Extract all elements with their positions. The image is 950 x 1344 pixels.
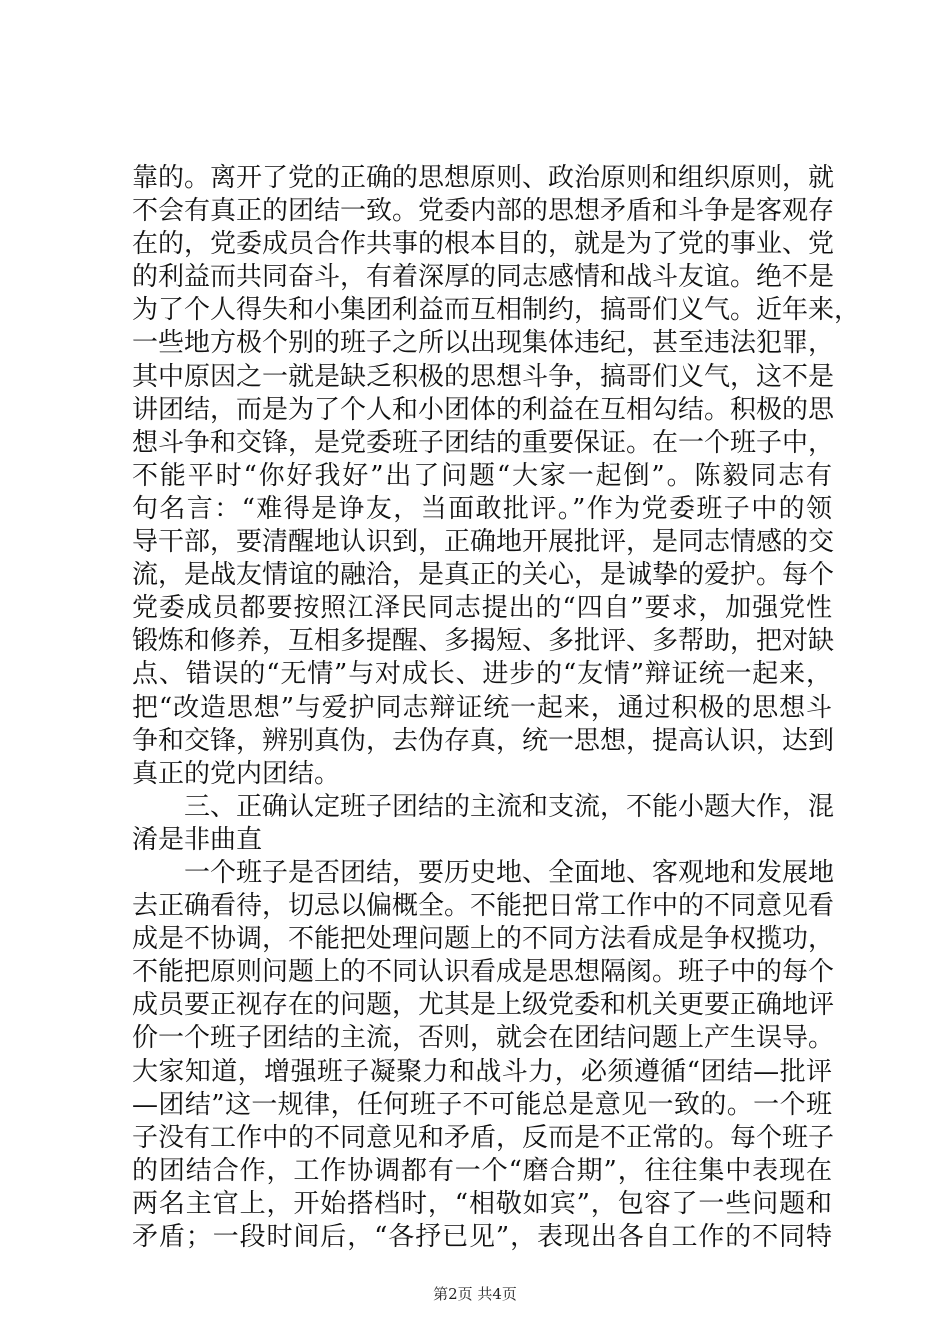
text-line: 价一个班子团结的主流，否则，就会在团结问题上产生误导。 — [132, 1023, 835, 1054]
section-heading-end: 淆是非曲直 — [132, 824, 263, 855]
body-text — [132, 162, 861, 1254]
page-number-footer: 第2页 共4页 — [433, 1285, 517, 1303]
text-line: 的团结合作，工作协调都有一个“磨合期”，往往集中表现在 — [132, 1155, 832, 1186]
text-line: 在的，党委成员合作共事的根本目的，就是为了党的事业、党 — [132, 229, 835, 260]
text-line: 的利益而共同奋斗，有着深厚的同志感情和战斗友谊。绝不是 — [132, 262, 835, 293]
text-line: 点、错误的“无情”与对成长、进步的“友情”辩证统一起来， — [132, 659, 832, 690]
text-line: 党委成员都要按照江泽民同志提出的“四自”要求，加强党性 — [132, 593, 832, 624]
text-line: 不能平时“你好我好”出了问题“大家一起倒”。陈毅同志有 — [132, 460, 832, 491]
paragraph-last-line: 真正的党内团结。 — [132, 758, 341, 789]
text-line: 两名主官上，开始搭档时，“相敬如宾”，包容了一些问题和 — [132, 1188, 832, 1219]
text-line: —团结”这一规律，任何班子不可能总是意见一致的。一个班 — [132, 1089, 832, 1120]
text-line: 锻炼和修养，互相多提醒、多揭短、多批评、多帮助，把对缺 — [132, 626, 835, 657]
text-line: 大家知道，增强班子凝聚力和战斗力，必须遵循“团结—批评 — [132, 1056, 832, 1087]
text-line: 争和交锋，辨别真伪，去伪存真，统一思想，提高认识，达到 — [132, 725, 835, 756]
text-line: 去正确看待，切忌以偏概全。不能把日常工作中的不同意见看 — [132, 891, 835, 922]
text-line: 不能把原则问题上的不同认识看成是思想隔阂。班子中的每个 — [132, 957, 835, 988]
text-line: 想斗争和交锋，是党委班子团结的重要保证。在一个班子中， — [132, 427, 835, 458]
text-line: 矛盾；一段时间后，“各抒已见”，表现出各自工作的不同特 — [132, 1222, 832, 1252]
text-line: 讲团结，而是为了个人和小团体的利益在互相勾结。积极的思 — [132, 394, 835, 425]
text-line: 其中原因之一就是缺乏积极的思想斗争，搞哥们义气，这不是 — [132, 361, 835, 392]
paragraph-first-line: 一个班子是否团结，要历史地、全面地、客观地和发展地 — [184, 857, 835, 888]
section-heading-line: 三、正确认定班子团结的主流和支流，不能小题大作，混 — [184, 791, 835, 822]
text-line: 成员要正视存在的问题，尤其是上级党委和机关更要正确地评 — [132, 990, 835, 1021]
text-line: 流，是战友情谊的融洽，是真正的关心，是诚挚的爱护。每个 — [132, 560, 835, 591]
text-line: 子没有工作中的不同意见和矛盾，反而是不正常的。每个班子 — [132, 1122, 835, 1153]
text-line: 不会有真正的团结一致。党委内部的思想矛盾和斗争是客观存 — [132, 196, 835, 227]
text-line: 成是不协调，不能把处理问题上的不同方法看成是争权揽功， — [132, 924, 835, 955]
text-line: 导干部，要清醒地认识到，正确地开展批评，是同志情感的交 — [132, 527, 835, 558]
text-line: 把“改造思想”与爱护同志辩证统一起来，通过积极的思想斗 — [132, 692, 832, 723]
text-line: 靠的。离开了党的正确的思想原则、政治原则和组织原则，就 — [132, 163, 835, 193]
text-line: 句名言：“难得是诤友，当面敢批评。”作为党委班子中的领 — [132, 493, 832, 524]
text-line: 为了个人得失和小集团利益而互相制约，搞哥们义气。近年来， — [132, 295, 861, 326]
text-line: 一些地方极个别的班子之所以出现集体违纪，甚至违法犯罪， — [132, 328, 835, 359]
